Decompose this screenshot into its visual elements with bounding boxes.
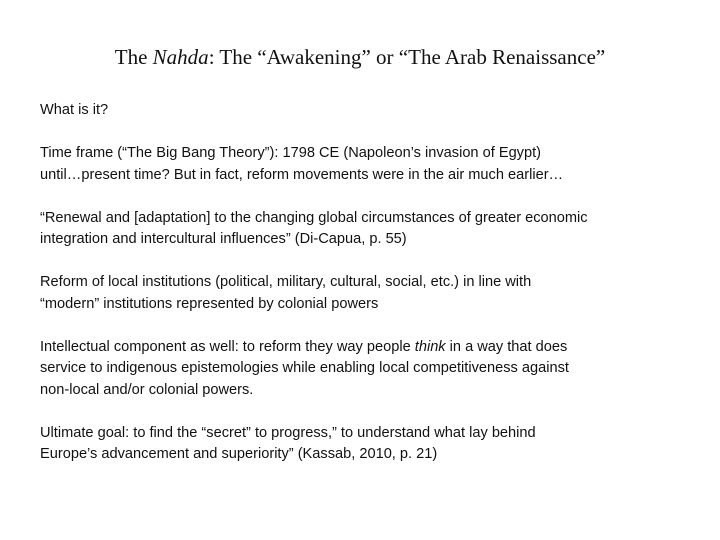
p5-line-1-start: Intellectual component as well: to reform they way people [40, 338, 415, 355]
p5-line-3: non-local and/or colonial powers. [40, 381, 254, 398]
p5-line-1-end: in a way that does [445, 338, 568, 355]
title-italic-term: Nahda [152, 45, 209, 69]
p5-italic-think: think [414, 338, 446, 355]
paragraph-renewal-quote [40, 208, 680, 251]
p2-line-1: Time frame (“The Big Bang Theory”): 1798 CE (Napoleon’s invasion of Egypt) [40, 145, 542, 161]
paragraph-intellectual-component [40, 337, 680, 402]
p6-line-1: Ultimate goal: to find the “secret” to progress,” to understand what lay behind [40, 424, 536, 441]
p5-line-1 [40, 339, 567, 355]
p4-line-2: “modern” institutions represented by colonial powers [40, 295, 379, 312]
p6-line-2: Europe’s advancement and superiority” (Kassab, 2010, p. 21) [40, 446, 438, 462]
p3-line-1: “Renewal and [adaptation] to the changing global circumstances of greater economic [40, 209, 588, 226]
title-prefix: The [114, 45, 153, 69]
paragraph-reform-institutions [40, 272, 680, 315]
p1-text: What is it? [40, 102, 109, 118]
paragraph-time-frame [40, 143, 680, 186]
p5-line-2: service to indigenous epistemologies while enabling local competitiveness against [40, 360, 569, 376]
p3-line-2: integration and intercultural influences” (Di-Capua, p. 55) [40, 231, 407, 247]
paragraph-ultimate-goal [40, 423, 680, 466]
slide-title [0, 44, 720, 70]
slide-body [40, 100, 680, 466]
p2-line-2: until…present time? But in fact, reform movements were in the air much earlier… [40, 166, 564, 183]
title-suffix: : The “Awakening” or “The Arab Renaissance” [208, 45, 606, 69]
paragraph-what-is-it [40, 100, 680, 122]
p4-line-1: Reform of local institutions (political, military, cultural, social, etc.) in line with [40, 274, 532, 290]
